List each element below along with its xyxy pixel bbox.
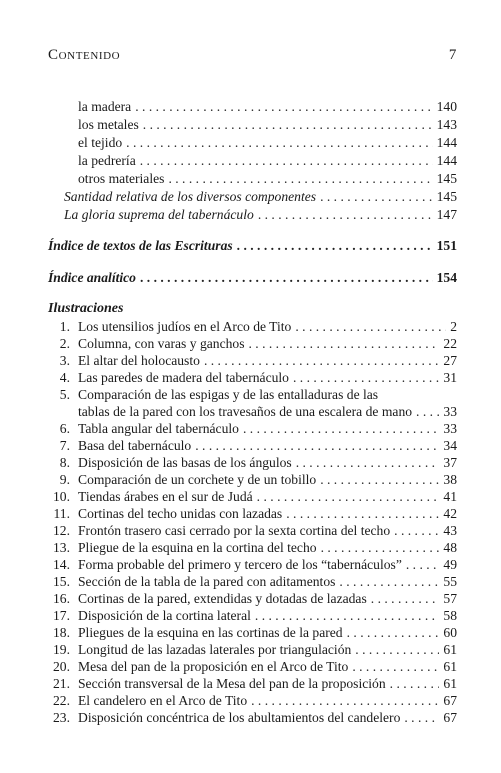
toc-entry: la pedrería . . . 144 [78, 152, 457, 169]
toc-entry: los metales . . . 143 [78, 116, 457, 133]
list-item: 14. Forma probable del primero y tercero de los “tabernáculos” . . . 49 [48, 556, 457, 573]
list-item: 23. Disposición concéntrica de los abultamientos del candelero . . . 67 [48, 709, 457, 726]
list-item: 9. Comparación de un corchete y de un tobillo . . . 38 [48, 471, 457, 488]
list-item: 6. Tabla angular del tabernáculo . . . 33 [48, 420, 457, 437]
running-header [48, 47, 457, 64]
list-item: 15. Sección de la tabla de la pared con aditamentos . . . 55 [48, 573, 457, 590]
list-item: 2. Columna, con varas y ganchos . . . 22 [48, 335, 457, 352]
list-item: 8. Disposición de las basas de los ángulos . . . 37 [48, 454, 457, 471]
list-item: 12. Frontón trasero casi cerrado por la sexta cortina del techo . . . 43 [48, 522, 457, 539]
toc-entry: otros materiales . . . 145 [78, 170, 457, 187]
page-number: 7 [448, 47, 457, 63]
toc-entry: Santidad relativa de los diversos componentes . . . 145 [64, 188, 457, 205]
list-item: 11. Cortinas del techo unidas con lazadas . . . 42 [48, 505, 457, 522]
list-item: 4. Las paredes de madera del tabernáculo . . . 31 [48, 369, 457, 386]
list-item: 19. Longitud de las lazadas laterales por triangulación . . . 61 [48, 641, 457, 658]
list-item: 18. Pliegues de la esquina en las cortinas de la pared . . . 60 [48, 624, 457, 641]
list-item: 13. Pliegue de la esquina en la cortina del techo . . . 48 [48, 539, 457, 556]
list-item: 1. Los utensilios judíos en el Arco de Tito . . . 2 [48, 318, 457, 335]
list-item: 17. Disposición de la cortina lateral . . . 58 [48, 607, 457, 624]
list-item-continued: tablas de la pared con los travesaños de una escalera de mano . . . 33 [48, 403, 457, 420]
list-item: 10. Tiendas árabes en el sur de Judá . . . 41 [48, 488, 457, 505]
toc-entry: La gloria suprema del tabernáculo . . . 147 [64, 206, 457, 223]
toc-entry-index: Índice de textos de las Escrituras . . . 151 [48, 237, 457, 254]
header-title: Contenido [48, 47, 121, 63]
toc-entry-index: Índice analítico . . . 154 [48, 269, 457, 286]
list-item: 7. Basa del tabernáculo . . . 34 [48, 437, 457, 454]
list-item: 5. Comparación de las espigas y de las entalladuras de las [59, 387, 379, 402]
list-item: 3. El altar del holocausto . . . 27 [48, 352, 457, 369]
list-item: 16. Cortinas de la pared, extendidas y dotadas de lazadas . . . 57 [48, 590, 457, 607]
list-item: 20. Mesa del pan de la proposición en el Arco de Tito . . . 61 [48, 658, 457, 675]
toc-entry: la madera . . . 140 [78, 98, 457, 115]
section-heading: Ilustraciones [48, 301, 124, 316]
toc-entry: el tejido . . . 144 [78, 134, 457, 151]
list-item: 22. El candelero en el Arco de Tito . . . 67 [48, 692, 457, 709]
list-item: 21. Sección transversal de la Mesa del pan de la proposición . . . 61 [48, 675, 457, 692]
